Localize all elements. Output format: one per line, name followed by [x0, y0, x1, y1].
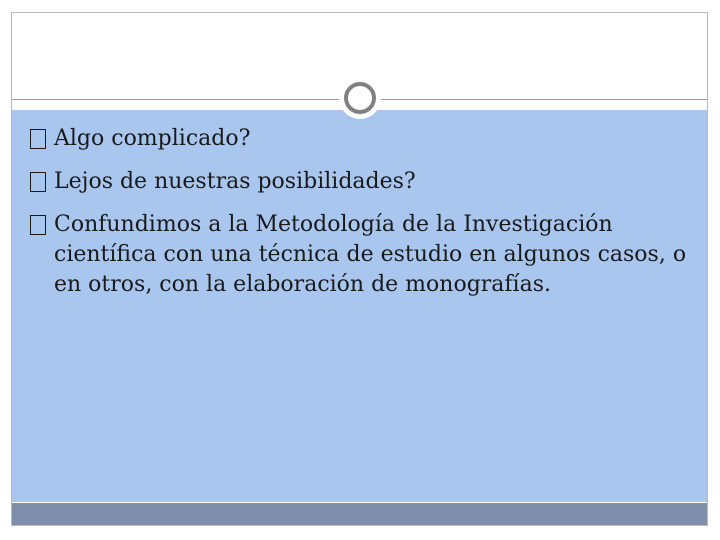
- bullet-list: [30, 124, 700, 313]
- bullet-text: Lejos de nuestras posibilidades?: [54, 169, 416, 194]
- ring-shape: [344, 82, 376, 114]
- bullet-item: [30, 210, 700, 300]
- bullet-text: Confundimos a la Metodología de la Investigación científica con una técnica de estudio en algunos casos, o en otros, con la elaboración de monografías.: [54, 212, 687, 297]
- bullet-item: [30, 124, 700, 154]
- bullet-text: Algo complicado?: [54, 126, 251, 151]
- bullet-box-icon: [30, 215, 46, 235]
- bullet-box-icon: [30, 129, 46, 149]
- footer-bar: [12, 503, 707, 525]
- circle-ornament-icon: [339, 77, 381, 119]
- bullet-item: [30, 167, 700, 197]
- bullet-box-icon: [30, 172, 46, 192]
